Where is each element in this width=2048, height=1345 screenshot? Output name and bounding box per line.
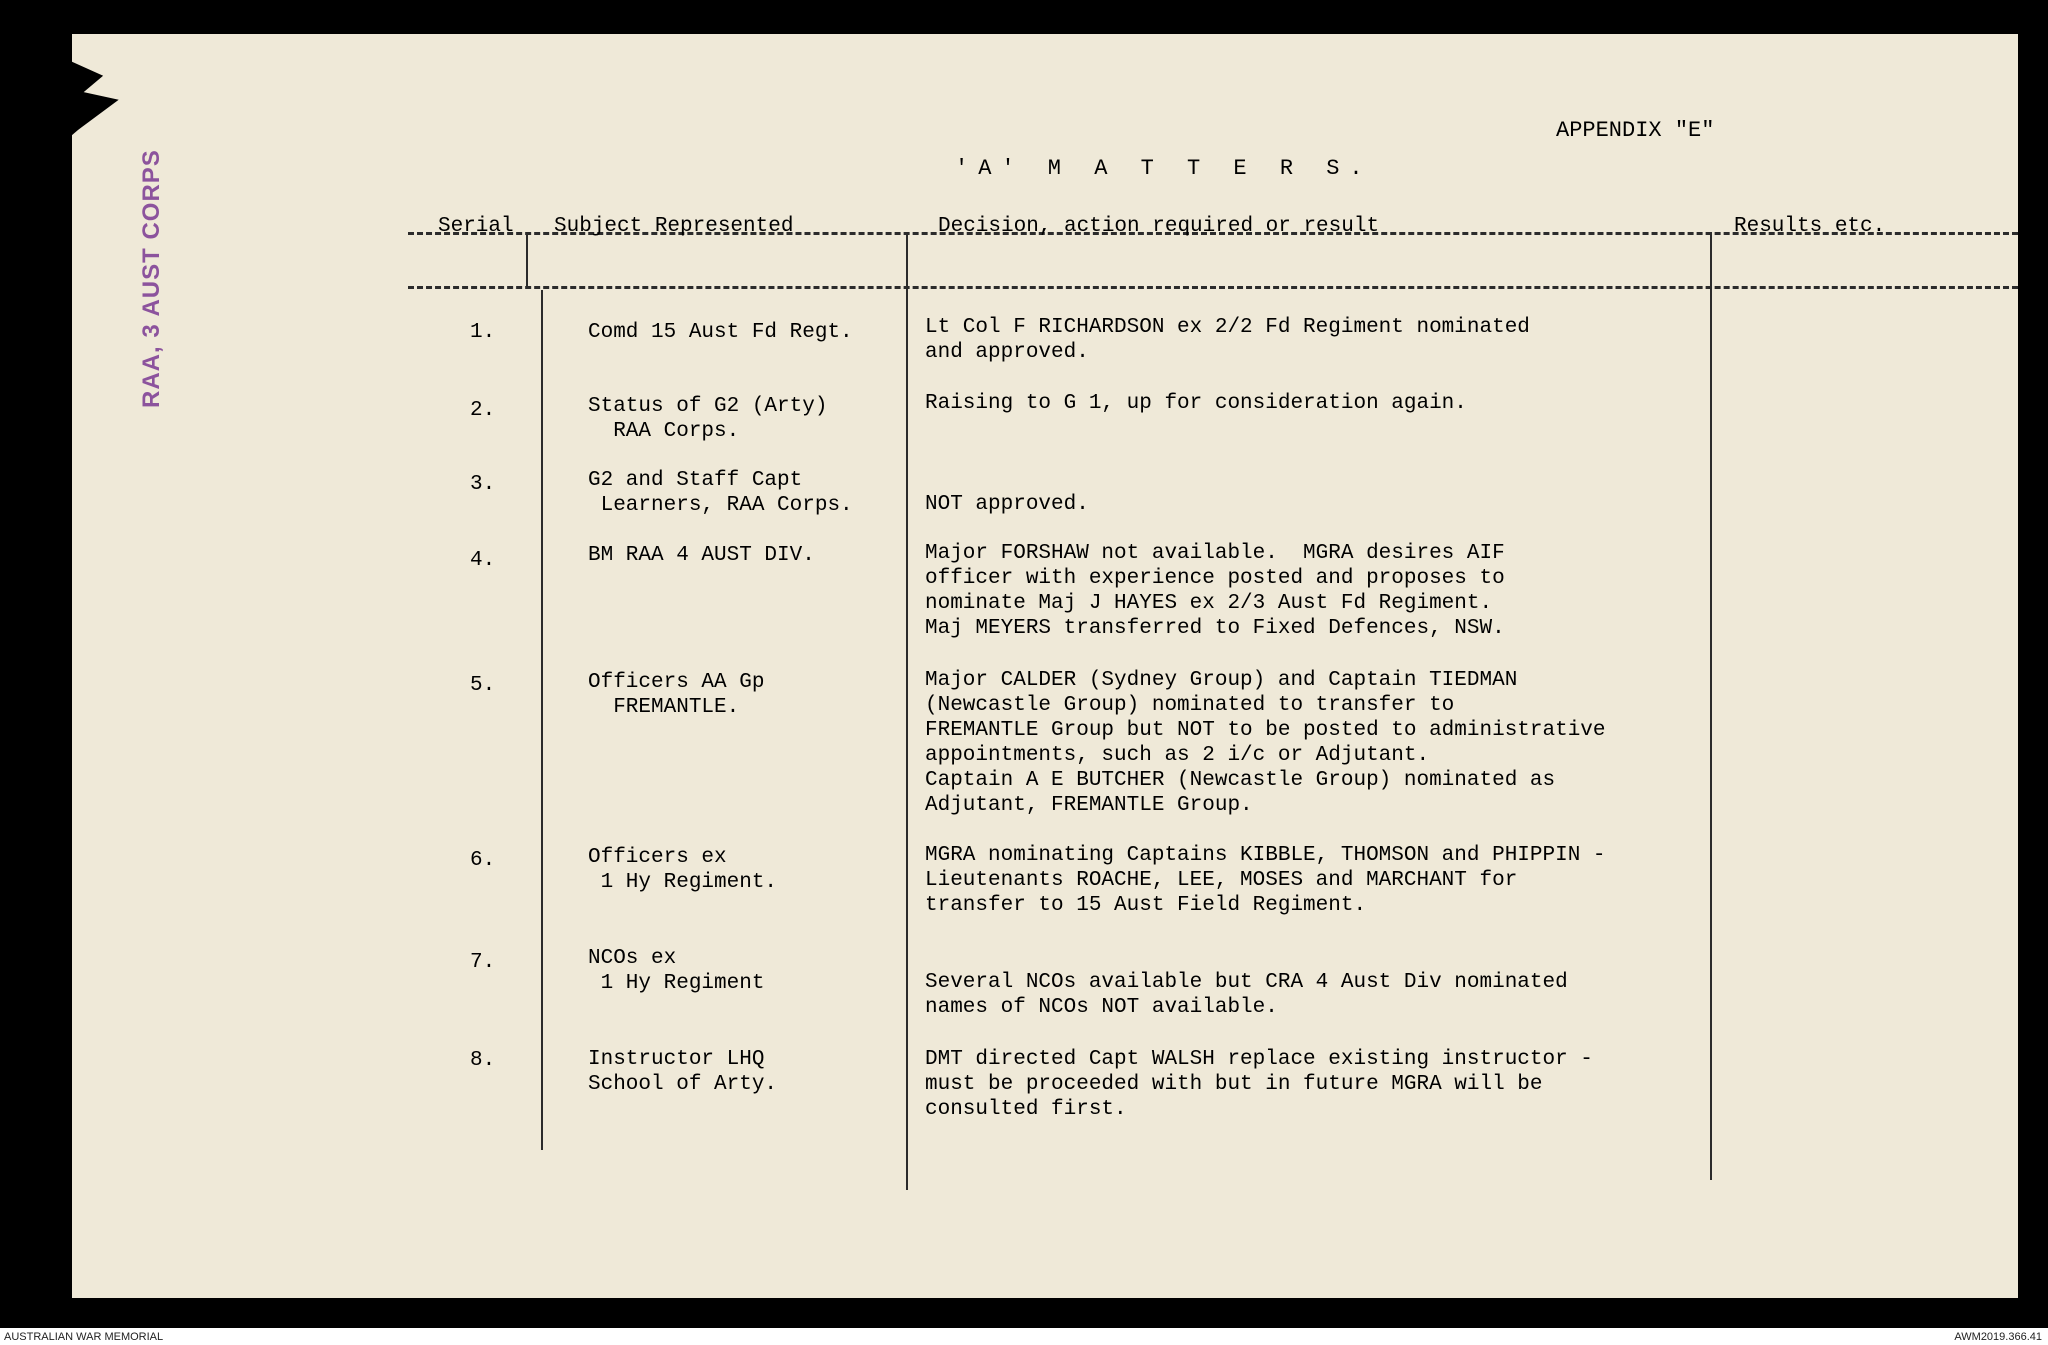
row-5-subject: Officers AA Gp FREMANTLE.: [588, 671, 765, 719]
row-2-subject: Status of G2 (Arty) RAA Corps.: [588, 395, 828, 443]
row-5-serial: 5.: [470, 674, 496, 697]
row-4-serial: 4.: [470, 549, 496, 572]
row-8-serial: 8.: [470, 1049, 496, 1072]
header-serial: Serial: [438, 215, 514, 238]
row-2-serial: 2.: [470, 399, 496, 422]
row-1-decision: Lt Col F RICHARDSON ex 2/2 Fd Regiment nominated and approved.: [925, 316, 1530, 364]
row-2-decision: Raising to G 1, up for consideration again.: [925, 392, 1467, 415]
row-7-decision: Several NCOs available but CRA 4 Aust Div nominated names of NCOs NOT available.: [925, 971, 1568, 1019]
unit-stamp: RAA, 3 AUST CORPS: [138, 149, 165, 408]
document-title: 'A' M A T T E R S.: [955, 156, 1373, 181]
row-3-decision: NOT approved.: [925, 493, 1089, 516]
row-6-subject: Officers ex 1 Hy Regiment.: [588, 846, 778, 894]
row-7-subject: NCOs ex 1 Hy Regiment: [588, 947, 765, 995]
row-3-serial: 3.: [470, 473, 496, 496]
header-decision: Decision, action required or result: [938, 215, 1380, 238]
header-results: Results etc.: [1734, 215, 1886, 238]
appendix-label: APPENDIX "E": [1556, 118, 1715, 143]
footer-archive-name: AUSTRALIAN WAR MEMORIAL: [4, 1331, 164, 1343]
footer-reference: AWM2019.366.41: [1954, 1331, 2042, 1343]
row-4-subject: BM RAA 4 AUST DIV.: [588, 544, 815, 567]
row-8-decision: DMT directed Capt WALSH replace existing instructor - must be proceeded with but in future MGRA will be consulted first.: [925, 1048, 1593, 1121]
column-divider-serial: [526, 234, 528, 286]
row-4-decision: Major FORSHAW not available. MGRA desires AIF officer with experience posted and proposes to nominate Maj J HAYES ex 2/3 Aust Fd Regiment. Maj MEYERS transferred to Fixed Defences, NSW.: [925, 542, 1505, 640]
row-8-subject: Instructor LHQ School of Arty.: [588, 1048, 778, 1096]
column-divider-subject: [906, 234, 908, 1190]
row-1-subject: Comd 15 Aust Fd Regt.: [588, 321, 853, 344]
footer-bar: [0, 1328, 2048, 1345]
row-6-serial: 6.: [470, 849, 496, 872]
row-5-decision: Major CALDER (Sydney Group) and Captain TIEDMAN (Newcastle Group) nominated to transfer to FREMANTLE Group but NOT to be posted to administrative appointments, such as 2 i/c or Adjutant. Captain A E BUTCHER (Newcastle Group) nominated as Adjutant, FREMANTLE Group.: [925, 669, 1606, 817]
row-7-serial: 7.: [470, 951, 496, 974]
row-3-subject: G2 and Staff Capt Learners, RAA Corps.: [588, 469, 853, 517]
row-1-serial: 1.: [470, 321, 496, 344]
row-6-decision: MGRA nominating Captains KIBBLE, THOMSON and PHIPPIN - Lieutenants ROACHE, LEE, MOSES and MARCHANT for transfer to 15 Aust Field Regiment.: [925, 844, 1606, 917]
header-subject: Subject Represented: [554, 215, 794, 238]
table-header-rule: [408, 286, 2018, 289]
column-divider-serial-body: [541, 290, 543, 1150]
